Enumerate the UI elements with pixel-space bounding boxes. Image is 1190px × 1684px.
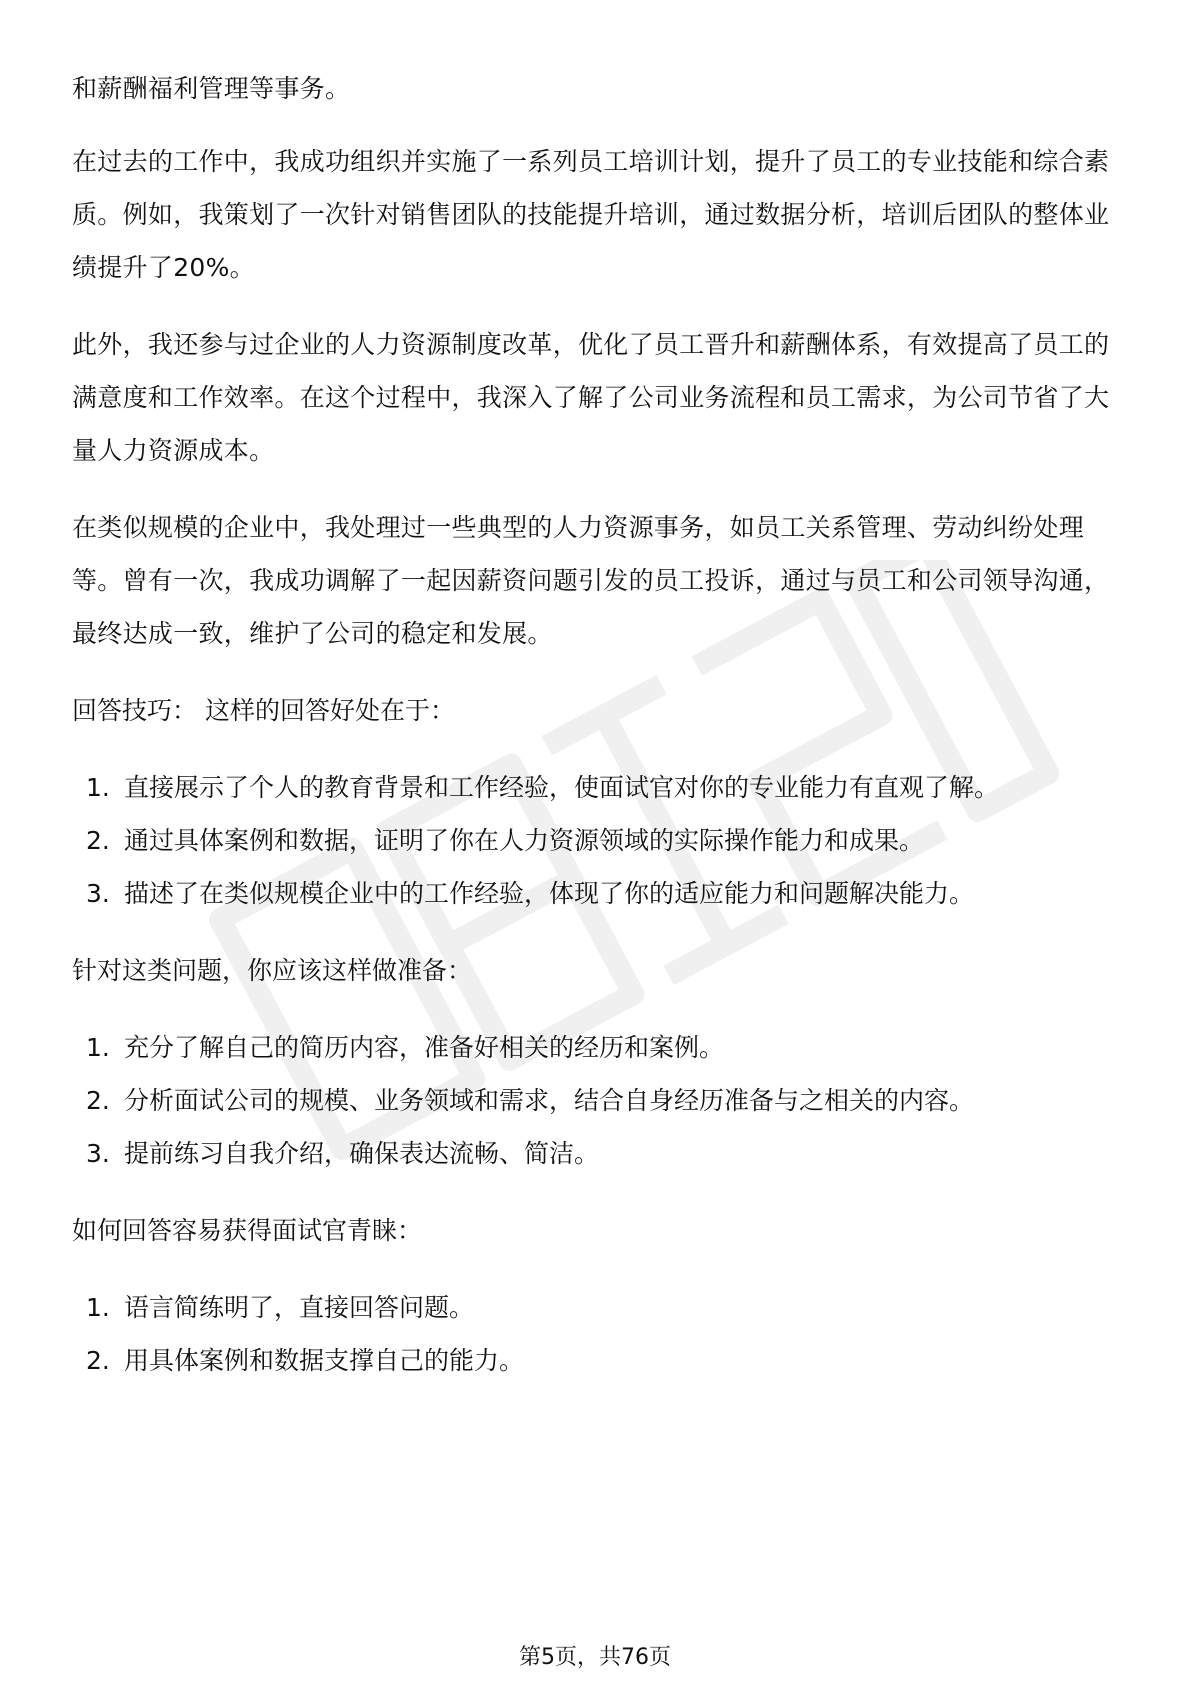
list-item-text: 语言简练明了，直接回答问题。 [124, 1293, 475, 1322]
list-item [72, 1021, 1122, 1074]
list-item [72, 1074, 1122, 1127]
favor-heading: 如何回答容易获得面试官青睐： [72, 1216, 423, 1245]
list-number: 2. [86, 826, 110, 855]
favor-list [72, 1281, 1122, 1387]
tips-list [72, 761, 1122, 920]
list-item [72, 1127, 1122, 1180]
list-number: 3. [86, 879, 110, 908]
list-number: 3. [86, 1139, 110, 1168]
list-item-text: 分析面试公司的规模、业务领域和需求，结合自身经历准备与之相关的内容。 [124, 1086, 975, 1115]
prepare-list [72, 1021, 1122, 1180]
list-number: 1. [86, 1033, 110, 1062]
list-item [72, 1334, 1122, 1387]
list-item-text: 直接展示了个人的教育背景和工作经验，使面试官对你的专业能力有直观了解。 [124, 773, 1000, 802]
page-content [72, 62, 1122, 1411]
list-item [72, 761, 1122, 814]
list-item-text: 提前练习自我介绍，确保表达流畅、简洁。 [124, 1139, 600, 1168]
list-number: 2. [86, 1346, 110, 1375]
list-item-text: 充分了解自己的简历内容，准备好相关的经历和案例。 [124, 1033, 725, 1062]
page-number-footer: 第5页，共76页 [519, 1645, 671, 1670]
list-item-text: 通过具体案例和数据，证明了你在人力资源领域的实际操作能力和成果。 [124, 826, 925, 855]
list-item [72, 867, 1122, 920]
tips-heading: 回答技巧： 这样的回答好处在于： [72, 696, 455, 725]
list-number: 1. [86, 773, 110, 802]
paragraph-reform: 此外，我还参与过企业的人力资源制度改革，优化了员工晋升和薪酬体系，有效提高了员工的满意度和工作效率。在这个过程中，我深入了解了公司业务流程和员工需求，为公司节省了大量人力资源成本。 [72, 330, 1110, 465]
list-item [72, 1281, 1122, 1334]
list-number: 2. [86, 1086, 110, 1115]
paragraph-similar-scale: 在类似规模的企业中，我处理过一些典型的人力资源事务，如员工关系管理、劳动纠纷处理等。曾有一次，我成功调解了一起因薪资问题引发的员工投诉，通过与员工和公司领导沟通，最终达成一致，维护了公司的稳定和发展。 [72, 513, 1110, 648]
list-item [72, 814, 1122, 867]
paragraph-training: 在过去的工作中，我成功组织并实施了一系列员工培训计划，提升了员工的专业技能和综合素质。例如，我策划了一次针对销售团队的技能提升培训，通过数据分析，培训后团队的整体业绩提升了20%。 [72, 147, 1110, 282]
list-item-text: 描述了在类似规模企业中的工作经验，体现了你的适应能力和问题解决能力。 [124, 879, 975, 908]
paragraph-intro: 和薪酬福利管理等事务。 [72, 74, 351, 103]
list-item-text: 用具体案例和数据支撑自己的能力。 [124, 1346, 525, 1375]
list-number: 1. [86, 1293, 110, 1322]
prepare-heading: 针对这类问题，你应该这样做准备： [72, 956, 473, 985]
